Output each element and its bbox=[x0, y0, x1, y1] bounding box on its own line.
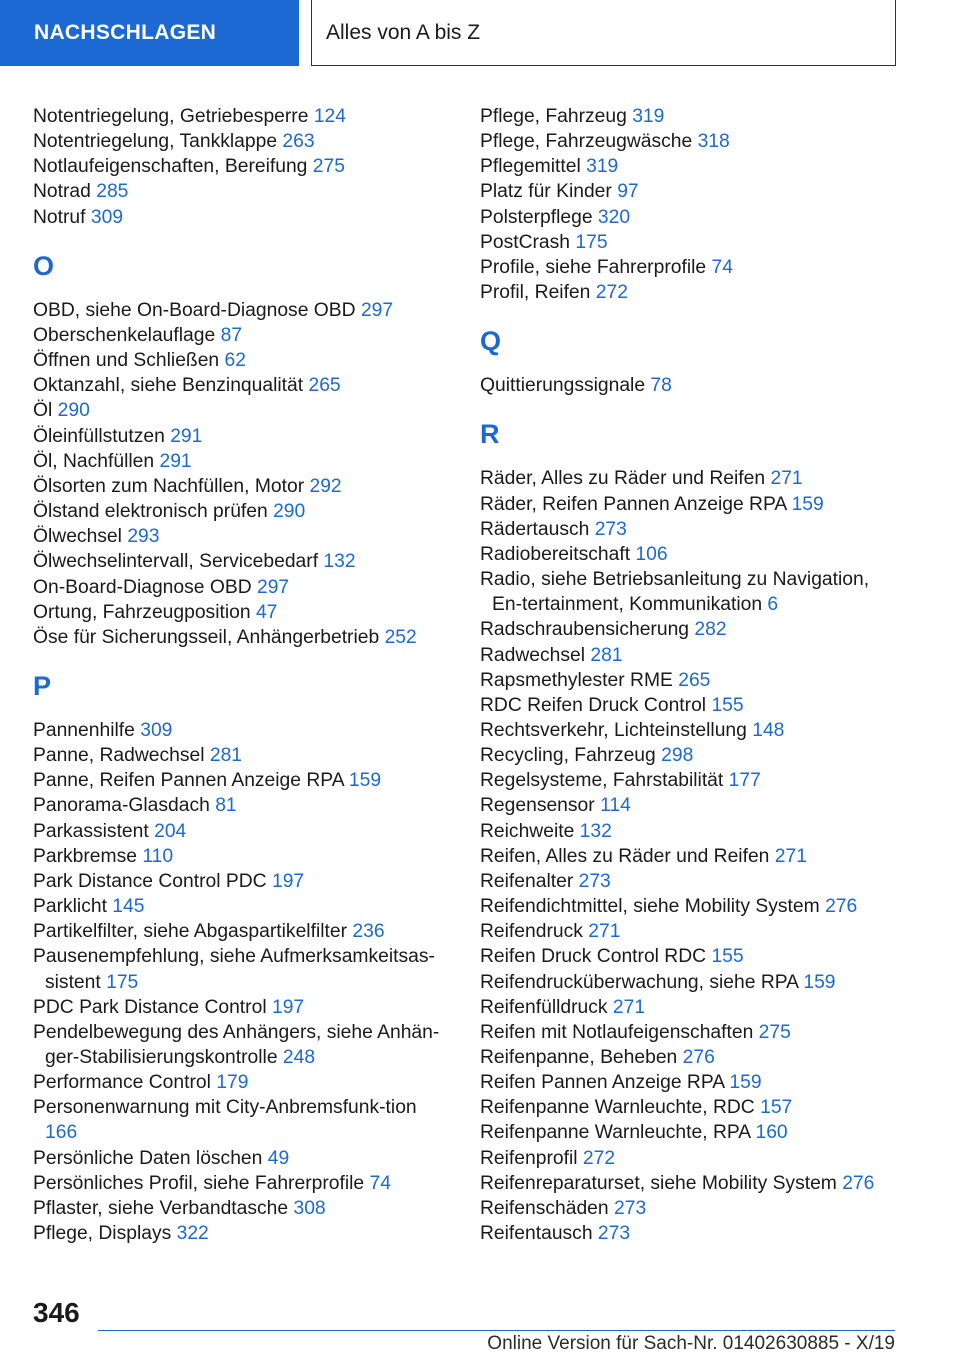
index-page-link[interactable]: 49 bbox=[267, 1147, 290, 1169]
index-entry bbox=[480, 1120, 900, 1145]
index-page-link[interactable]: 293 bbox=[127, 526, 160, 548]
index-entry bbox=[33, 793, 443, 818]
index-page-link[interactable]: 236 bbox=[352, 921, 385, 943]
index-page-link[interactable]: 177 bbox=[728, 770, 761, 792]
index-entry bbox=[33, 768, 443, 793]
index-entry bbox=[33, 869, 443, 894]
index-entry bbox=[33, 575, 443, 600]
index-entry-term: OBD, siehe On-Board-Diagnose OBD bbox=[33, 299, 356, 321]
index-entry-term: Reifen, Alles zu Räder und Reifen bbox=[480, 845, 770, 867]
index-entry bbox=[33, 1070, 443, 1095]
index-entry bbox=[33, 373, 443, 398]
index-page-link[interactable]: 281 bbox=[590, 644, 623, 666]
index-entry-term: On-Board-Diagnose OBD bbox=[33, 576, 252, 598]
index-page-link[interactable]: 74 bbox=[711, 256, 733, 278]
index-entry-term: Reifenfülldruck bbox=[480, 996, 608, 1018]
index-page-link[interactable]: 175 bbox=[575, 231, 608, 253]
index-entry bbox=[480, 179, 900, 204]
index-page-link[interactable]: 97 bbox=[617, 181, 639, 203]
index-entry-term: Reifenalter bbox=[480, 870, 574, 892]
index-page-link[interactable]: 309 bbox=[140, 719, 173, 741]
index-page-link[interactable]: 271 bbox=[770, 468, 803, 490]
index-page-link[interactable]: 74 bbox=[369, 1172, 391, 1194]
index-entry bbox=[33, 398, 443, 423]
index-page-link[interactable]: 297 bbox=[360, 299, 394, 321]
index-page-link[interactable]: 275 bbox=[758, 1021, 791, 1043]
index-entry bbox=[480, 230, 900, 255]
index-entry-term: Pflaster, siehe Verbandtasche bbox=[33, 1197, 289, 1219]
index-entry-term: Rapsmethylester RME bbox=[480, 669, 673, 691]
index-entry-term: PDC Park Distance Control bbox=[33, 996, 267, 1018]
page-number: 346 bbox=[33, 1297, 80, 1328]
index-entry bbox=[33, 944, 443, 994]
index-entry-term: Öl bbox=[33, 400, 53, 422]
index-page-link[interactable]: 197 bbox=[271, 996, 305, 1018]
index-entry-term: Profil, Reifen bbox=[480, 282, 591, 304]
index-entry bbox=[33, 919, 443, 944]
index-entry bbox=[480, 129, 900, 154]
index-entry-term: Ölsorten zum Nachfüllen, Motor bbox=[33, 475, 305, 497]
index-entry-term: Radiobereitschaft bbox=[480, 543, 631, 565]
index-entry bbox=[480, 617, 900, 642]
index-page-link[interactable]: 159 bbox=[791, 493, 824, 515]
index-letter-heading: Q bbox=[480, 326, 502, 357]
index-entry-term: RDC Reifen Druck Control bbox=[480, 694, 707, 716]
index-entry-term: Panorama-Glasdach bbox=[33, 795, 210, 817]
index-column-right bbox=[480, 104, 900, 1246]
index-entry-term: Reifenreparaturset, siehe Mobility System bbox=[480, 1172, 837, 1194]
index-entry-term: Öffnen und Schließen bbox=[33, 350, 220, 372]
index-entry bbox=[480, 1171, 900, 1196]
index-entry bbox=[480, 466, 900, 491]
index-entry-term: Oktanzahl, siehe Benzinqualität bbox=[33, 375, 304, 397]
index-entry-term: Pflege, Fahrzeug bbox=[480, 106, 627, 127]
index-page-link[interactable]: 271 bbox=[612, 996, 646, 1018]
index-entry-term: Reifen mit Notlaufeigenschaften bbox=[480, 1021, 754, 1043]
index-entry bbox=[33, 424, 443, 449]
index-entry bbox=[480, 944, 900, 969]
index-entry bbox=[33, 104, 443, 129]
index-entry bbox=[480, 819, 900, 844]
index-entry-term: Reifendichtmittel, siehe Mobility System bbox=[480, 896, 820, 918]
index-entry bbox=[480, 1045, 900, 1070]
index-entry bbox=[33, 995, 443, 1020]
index-entry bbox=[33, 474, 443, 499]
index-entry bbox=[480, 1221, 900, 1246]
index-entry-term: Reifenprofil bbox=[480, 1147, 578, 1169]
index-page-link[interactable]: 276 bbox=[682, 1047, 715, 1068]
index-page-link[interactable]: 298 bbox=[661, 745, 694, 767]
index-entry-term: Reichweite bbox=[480, 820, 575, 842]
index-page-link[interactable]: 308 bbox=[293, 1197, 326, 1219]
index-entry bbox=[33, 298, 443, 323]
index-entry bbox=[33, 129, 443, 154]
index-entry-term: Notlaufeigenschaften, Bereifung bbox=[33, 156, 308, 178]
index-page-link[interactable]: 272 bbox=[582, 1147, 616, 1169]
index-page-link[interactable]: 159 bbox=[729, 1072, 762, 1094]
index-page-link[interactable]: 145 bbox=[112, 896, 145, 918]
index-page-link[interactable]: 81 bbox=[215, 795, 237, 817]
index-entry-term: Notentriegelung, Getriebesperre bbox=[33, 106, 309, 127]
index-page-link[interactable]: 110 bbox=[142, 845, 174, 867]
index-entry bbox=[33, 600, 443, 625]
index-page-link[interactable]: 263 bbox=[282, 131, 315, 153]
index-page-link[interactable]: 159 bbox=[348, 770, 382, 792]
index-entry-term: Reifenschäden bbox=[480, 1197, 609, 1219]
index-entry bbox=[33, 205, 443, 230]
index-entry bbox=[480, 280, 900, 305]
index-page-link[interactable]: 132 bbox=[323, 551, 356, 573]
index-page-link[interactable]: 175 bbox=[106, 971, 139, 993]
index-entry-term: Pendelbewegung des Anhängers, siehe Anhän-ger-Stabilisierungskontrolle bbox=[33, 1021, 440, 1068]
index-entry-term: Notentriegelung, Tankklappe bbox=[33, 131, 278, 153]
index-entry bbox=[33, 323, 443, 348]
index-page-link[interactable]: 309 bbox=[90, 206, 124, 228]
index-entry-term: Platz für Kinder bbox=[480, 181, 612, 203]
index-entry-term: Reifendruck bbox=[480, 921, 583, 943]
section-tab-label: NACHSCHLAGEN bbox=[34, 21, 217, 44]
index-entry-term: Notruf bbox=[33, 206, 86, 228]
index-entry-term: Öse für Sicherungsseil, Anhängerbetrieb bbox=[33, 626, 380, 648]
index-page-link[interactable]: 322 bbox=[176, 1223, 209, 1245]
index-entry-term: Reifen Druck Control RDC bbox=[480, 946, 707, 968]
index-entry bbox=[480, 567, 900, 617]
index-entry-term: Quittierungssignale bbox=[480, 375, 646, 397]
index-page-link[interactable]: 320 bbox=[597, 206, 631, 228]
index-page-link[interactable]: 204 bbox=[154, 820, 187, 842]
index-page-link[interactable]: 319 bbox=[632, 106, 665, 127]
index-entry bbox=[480, 255, 900, 280]
index-entry bbox=[480, 492, 900, 517]
index-page-link[interactable]: 78 bbox=[650, 375, 672, 397]
index-entry bbox=[480, 995, 900, 1020]
index-page-link[interactable]: 47 bbox=[255, 601, 278, 623]
index-entry-term: Profile, siehe Fahrerprofile bbox=[480, 256, 707, 278]
index-entry-term: Ölwechselintervall, Servicebedarf bbox=[33, 551, 319, 573]
index-entry bbox=[480, 154, 900, 179]
footer-divider bbox=[98, 1330, 895, 1331]
index-entry-term: Persönliche Daten löschen bbox=[33, 1147, 263, 1169]
index-entry bbox=[33, 499, 443, 524]
index-entry bbox=[33, 1196, 443, 1221]
index-entry bbox=[480, 693, 900, 718]
index-page-link[interactable]: 106 bbox=[635, 543, 668, 565]
index-page-link[interactable]: 272 bbox=[595, 282, 628, 304]
index-entry-term: Regensensor bbox=[480, 795, 595, 817]
index-entry bbox=[33, 1171, 443, 1196]
index-page-link[interactable]: 159 bbox=[803, 971, 836, 993]
index-entry-term: Reifenpanne Warnleuchte, RPA bbox=[480, 1122, 751, 1144]
index-entry bbox=[33, 894, 443, 919]
index-entry bbox=[33, 819, 443, 844]
index-page-link[interactable]: 87 bbox=[220, 324, 243, 346]
index-entry-term: Reifenpanne, Beheben bbox=[480, 1047, 678, 1068]
index-entry bbox=[480, 894, 900, 919]
index-page-link[interactable]: 273 bbox=[578, 870, 611, 892]
index-entry bbox=[480, 970, 900, 995]
index-entry-term: Radschraubensicherung bbox=[480, 619, 690, 641]
index-page-link[interactable]: 271 bbox=[774, 845, 807, 867]
index-page-link[interactable]: 290 bbox=[273, 501, 306, 523]
index-entry bbox=[33, 1020, 443, 1070]
index-entry-term: Notrad bbox=[33, 181, 91, 203]
index-page-link[interactable]: 282 bbox=[694, 619, 727, 641]
index-entry bbox=[480, 542, 900, 567]
index-entry-term: Personenwarnung mit City-Anbremsfunk-tion bbox=[33, 1097, 417, 1119]
index-page-link[interactable]: 265 bbox=[678, 669, 711, 691]
index-entry bbox=[480, 919, 900, 944]
index-entry bbox=[480, 1020, 900, 1045]
index-entry-term: Radio, siehe Betriebsanleitung zu Navigation, En-tertainment, Kommunikation bbox=[480, 569, 870, 616]
index-page-link[interactable]: 62 bbox=[224, 350, 246, 372]
index-page-link[interactable]: 124 bbox=[313, 106, 346, 127]
index-entry-term: Rechtsverkehr, Lichteinstellung bbox=[480, 719, 747, 741]
index-page-link[interactable]: 179 bbox=[216, 1072, 249, 1094]
index-column-left bbox=[33, 104, 443, 1246]
index-page-link[interactable]: 276 bbox=[842, 1172, 875, 1194]
index-entry-term: Regelsysteme, Fahrstabilität bbox=[480, 770, 724, 792]
index-entry bbox=[33, 1095, 443, 1145]
index-entry-term: Ölwechsel bbox=[33, 526, 122, 548]
index-page-link[interactable]: 271 bbox=[588, 921, 621, 943]
index-entry-term: Parkassistent bbox=[33, 820, 149, 842]
index-entry-term: Pflegemittel bbox=[480, 156, 581, 178]
index-entry-term: Reifendrucküberwachung, siehe RPA bbox=[480, 971, 798, 993]
index-entry-term: Rädertausch bbox=[480, 518, 590, 540]
index-entry bbox=[33, 524, 443, 549]
index-entry-term: Panne, Radwechsel bbox=[33, 745, 205, 767]
index-entry bbox=[33, 844, 443, 869]
index-entry bbox=[33, 348, 443, 373]
index-entry-term: Pflege, Displays bbox=[33, 1223, 172, 1245]
index-page-link[interactable]: 265 bbox=[308, 375, 341, 397]
index-page-link[interactable]: 291 bbox=[170, 425, 203, 447]
index-entry-term: Recycling, Fahrzeug bbox=[480, 745, 656, 767]
index-entry bbox=[480, 743, 900, 768]
footer-version-text: Online Version für Sach-Nr. 01402630885 - X/19 bbox=[487, 1333, 895, 1354]
index-entry-term: Räder, Alles zu Räder und Reifen bbox=[480, 468, 766, 490]
index-page-link[interactable]: 273 bbox=[597, 1223, 631, 1245]
chapter-title: Alles von A bis Z bbox=[326, 20, 481, 44]
index-entry bbox=[33, 1146, 443, 1171]
index-page-link[interactable]: 132 bbox=[579, 820, 612, 842]
index-entry bbox=[33, 718, 443, 743]
index-page-link[interactable]: 297 bbox=[256, 576, 290, 598]
index-page-link[interactable]: 155 bbox=[711, 694, 744, 716]
index-page-link[interactable]: 148 bbox=[752, 719, 785, 741]
index-page-link[interactable]: 275 bbox=[312, 156, 345, 178]
index-entry bbox=[480, 718, 900, 743]
index-entry bbox=[33, 179, 443, 204]
index-page-link[interactable]: 290 bbox=[57, 400, 90, 422]
index-entry-term: Reifenpanne Warnleuchte, RDC bbox=[480, 1097, 755, 1119]
index-page-link[interactable]: 273 bbox=[594, 518, 627, 540]
index-page-link[interactable]: 318 bbox=[697, 131, 730, 153]
index-entry-term: Parkbremse bbox=[33, 845, 137, 867]
index-entry-term: PostCrash bbox=[480, 231, 571, 253]
index-entry-term: Ortung, Fahrzeugposition bbox=[33, 601, 251, 623]
index-entry bbox=[480, 1146, 900, 1171]
index-entry-term: Polsterpflege bbox=[480, 206, 593, 228]
index-entry-term: Park Distance Control PDC bbox=[33, 870, 267, 892]
index-entry bbox=[480, 1095, 900, 1120]
index-page-link[interactable]: 160 bbox=[755, 1122, 788, 1144]
index-entry-term: Persönliches Profil, siehe Fahrerprofile bbox=[33, 1172, 365, 1194]
index-entry bbox=[480, 1070, 900, 1095]
index-page-link[interactable]: 291 bbox=[159, 450, 192, 472]
index-entry-term: Ölstand elektronisch prüfen bbox=[33, 501, 268, 523]
index-letter-heading: P bbox=[33, 670, 52, 701]
index-entry-term: Parklicht bbox=[33, 896, 107, 918]
index-page-link[interactable]: 252 bbox=[384, 626, 417, 648]
index-entry bbox=[480, 205, 900, 230]
index-entry bbox=[480, 104, 900, 129]
index-page-link[interactable]: 6 bbox=[767, 594, 779, 616]
index-entry-term: Reifen Pannen Anzeige RPA bbox=[480, 1072, 725, 1094]
index-entry-term: Pausenempfehlung, siehe Aufmerksamkeitsas-sistent bbox=[33, 946, 435, 993]
index-page-link[interactable]: 292 bbox=[309, 475, 342, 497]
index-page-link[interactable]: 281 bbox=[209, 745, 243, 767]
index-page-link[interactable]: 319 bbox=[586, 156, 619, 178]
index-entry bbox=[480, 768, 900, 793]
index-entry-term: Pannenhilfe bbox=[33, 719, 135, 741]
index-entry-term: Pflege, Fahrzeugwäsche bbox=[480, 131, 693, 153]
index-page-link[interactable]: 197 bbox=[271, 870, 305, 892]
index-entry bbox=[480, 844, 900, 869]
index-entry-term: Radwechsel bbox=[480, 644, 586, 666]
index-entry bbox=[33, 1221, 443, 1246]
index-entry-term: Öl, Nachfüllen bbox=[33, 450, 155, 472]
index-letter-heading: R bbox=[480, 419, 500, 450]
index-entry bbox=[480, 643, 900, 668]
index-entry bbox=[33, 449, 443, 474]
index-entry bbox=[480, 869, 900, 894]
index-page-link[interactable]: 285 bbox=[96, 181, 129, 203]
index-entry-term: Reifentausch bbox=[480, 1223, 593, 1245]
section-tab[interactable] bbox=[0, 0, 299, 66]
index-entry-term: Räder, Reifen Pannen Anzeige RPA bbox=[480, 493, 787, 515]
index-page-link[interactable]: 114 bbox=[600, 795, 631, 817]
index-page-link[interactable]: 157 bbox=[760, 1097, 793, 1119]
index-page-link[interactable]: 248 bbox=[282, 1047, 316, 1068]
index-entry-term: Oberschenkelauflage bbox=[33, 324, 216, 346]
index-entry-term: Öleinfüllstutzen bbox=[33, 425, 165, 447]
index-letter-heading: O bbox=[33, 250, 55, 281]
index-entry bbox=[33, 154, 443, 179]
index-entry bbox=[480, 793, 900, 818]
index-entry-term: Panne, Reifen Pannen Anzeige RPA bbox=[33, 770, 344, 792]
index-entry-term: Partikelfilter, siehe Abgaspartikelfilter bbox=[33, 921, 348, 943]
index-entry bbox=[480, 668, 900, 693]
index-entry bbox=[33, 625, 443, 650]
index-page-link[interactable]: 273 bbox=[614, 1197, 647, 1219]
index-page-link[interactable]: 276 bbox=[825, 896, 858, 918]
index-entry-term: Performance Control bbox=[33, 1072, 211, 1094]
index-entry bbox=[33, 743, 443, 768]
index-entry bbox=[480, 517, 900, 542]
index-entry bbox=[480, 1196, 900, 1221]
chapter-title-box bbox=[311, 0, 896, 66]
index-page-link[interactable]: 155 bbox=[711, 946, 744, 968]
index-page-link[interactable]: 166 bbox=[45, 1122, 78, 1144]
index-entry bbox=[480, 373, 900, 398]
index-entry bbox=[33, 549, 443, 574]
